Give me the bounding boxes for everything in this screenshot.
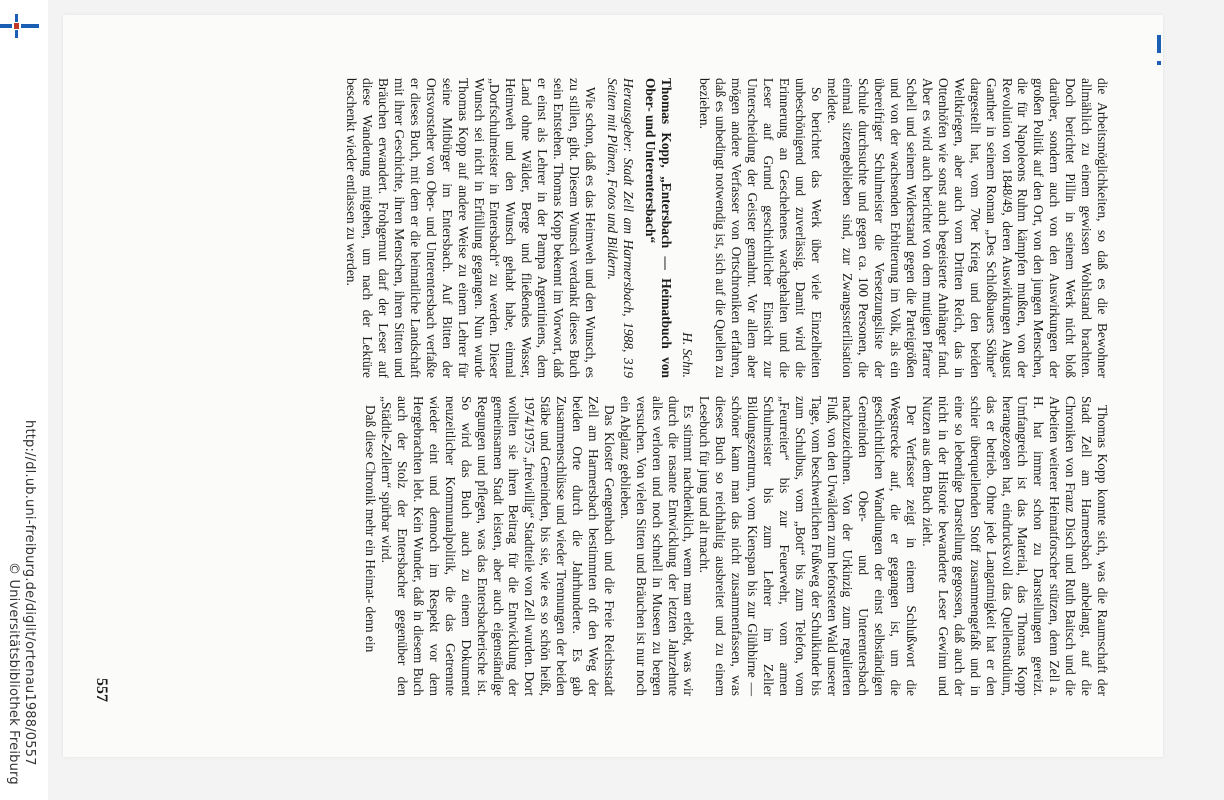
paragraph: Es stimmt nachdenklich, wenn man erlebt, was wir durch die rasante Entwicklung der letzten Jahrzehnte alles verloren und noch schnell in Museen zu bergen versuchen. Von vielen Sitten und Bräuchen ist nur noch ein Abglanz geblieben. <box>617 396 697 696</box>
library-logo-icon <box>0 12 40 52</box>
viewer-margin <box>0 0 48 800</box>
right-column <box>362 396 1110 696</box>
edge-marker-small <box>1157 61 1161 65</box>
rotated-page-text <box>70 78 1110 702</box>
paragraph: Wie schon, daß es das Heimweh und den Wunsch, es zu stillen, gibt. Diesem Wunsch verdankt dieses Buch sein Entstehen. Thomas Kopp bekennt im Vorwort, daß er einst als Lehrer in der Pampa Argentiniens, dem Land ohne Wälder, Berge und fließendes Wasser, Heimweh und den Wunsch gehabt habe, einmal „Dorfschulmeister in Entersbach“ zu werden. Dieser Wunsch sei nicht in Erfüllung gegangen. Nun wurde Thomas Kopp auf andere Weise zu einem Lehrer für seine Mitbürger im Entersbach. Auf Bitten der Ortsvorsteher von Ober- und Unterentersbach verfaßte er dieses Buch, mit dem er die heimatliche Landschaft mit ihrer Geschichte, ihren Menschen, ihren Sitten und Bräuchen erwandert. Frohgemut darf der Leser auf diese Wanderung mitgehen, um nach der Lektüre beschenkt wieder entlassen zu werden. <box>344 78 598 378</box>
copyright-notice: © Universitätsbibliothek Freiburg <box>6 562 21 785</box>
edge-marker <box>1157 35 1161 53</box>
paragraph: Das Kloster Gengenbach und die Freie Reichsstadt Zell am Harmersbach bestimmten oft den Weg der beiden Orte durch die Jahrhunderte. Es gab Zusammenschlüsse und wieder Trennungen der beiden Stäbe und Gemeinden, bis sie, wie es so schön heißt, 1974/1975 „freiwillig“ Stadtteile von Zell wurden. Dort wollten sie ihren Beitrag für die Entwicklung der gemeinsamen Stadt leisten, aber auch eigenständige Regungen und pflegen, was das Entersbacherische ist. So wird das Buch auch zu einem Dokument neuzeitlicher Kommunalpolitik, die das Getrennte wieder eint und dennoch im Respekt vor dem Hergebrachten lebt. Kein Wunder, daß in diesem Buch auch der Stolz der Entersbacher gegenüber den „Städtle-Zellern“ spürbar wird. <box>379 396 617 696</box>
left-column <box>343 78 1110 378</box>
paragraph: Der Verfasser zeigt in einem Schlußwort die Wegstrecke auf, die er gegangen ist, um die geschichtlichen Wandlungen der einst selbständigen Gemeinden Ober- und Unterentersbach nachzuzeichnen. Von der Urkinzig zum regulierten Fluß, von den Urwäldern zum beforsteten Wald unserer Tage, vom beschwerlichen Fußweg der Schulkinder bis zum Schulbus, vom „Bott“ bis zum Telefon, vom „Feurreiter“ bis zur Feuerwehr, vom armen Schulmeister bis zum Lehrer im Zeller Bildungszentrum, vom Kienspan bis zur Glühbirne — schöner kann man das nicht zusammenfassen, was dieses Buch so reichhaltig ausbreitet und zu einem Lesebuch für jung und alt macht. <box>697 396 920 696</box>
paragraph: So berichtet das Werk über viele Einzelheiten unbeschönigend und zuverlässig. Damit wird die Erinnerung an Geschehenes wachgehalten und die Leser auf Grund geschichtlicher Einsicht zur Unterscheidung der Geister gemahnt. Vor allem aber mögen andere Verfasser von Ortschroniken erfahren, daß es unbedingt notwendig ist, sich auf die Quellen zu beziehen. <box>697 78 824 378</box>
book-title: Thomas Kopp, „Entersbach — Heimatbuch von Ober- und Unterentersbach“ <box>642 78 674 378</box>
page-number: 557 <box>93 678 110 702</box>
paragraph: die Arbeitsmöglichkeiten, so daß es die Bewohner allmählich zu einem gewissen Wohlstand brachten. Doch berichtet Pillin in seinem Werk nicht bloß darüber, sondern auch von den Auswirkungen der großen Politik auf den Ort, von den jungen Menschen, die für Napoleons Ruhm kämpfen mußten, von der Revolution von 1848/49, deren Auswirkungen August Ganther in seinem Roman „Des Schloßbauers Söhne“ dargestellt hat, vom 70er Krieg und den beiden Weltkriegen, aber auch vom Dritten Reich, das in Ottenhöfen wie sonst auch begeisterte Anhänger fand. Aber es wird auch berichtet von dem mutigen Pfarrer Schell und seinem Widerstand gegen die Parteigrößen und von der wachsenden Erbitterung im Volk, als ein übereifriger Schulmeister die Versetzungsliste der Schule durchsuchte und gegen ca. 100 Personen, die einmal sitzengeblieben sind, zur Zwangssterilisation meldete. <box>824 78 1110 378</box>
signature: H. Schn. <box>680 332 696 378</box>
paragraph: Thomas Kopp konnte sich, was die Raumschaft der Stadt Zell am Harmersbach anbelangt, auf die Chroniken von Franz Disch und Ruth Baitsch und die Arbeiten weiterer Heimatforscher stützen, denn Zell a. H. hat immer schon zu Darstellungen gereizt. Umfangreich ist das Material, das Thomas Kopp herangezogen hat, eindrucksvoll das Quellenstudium, das er betrieb. Ohne jede Langatmigkeit hat er den schier überquellenden Stoff zusammengefaßt und in eine so lebendige Darstellung gegossen, daß auch der nicht in der Historie bewanderte Leser Gewinn und Nutzen aus dem Buch zieht. <box>920 396 1110 696</box>
closing-line: Daß diese Chronik mehr ein Heimat- denn ein <box>363 405 379 653</box>
source-url[interactable]: http://dl.ub.uni-freiburg.de/diglit/ortenau1988/0557 <box>22 420 37 766</box>
publisher-info: Herausgeber: Stadt Zell am Harmersbach, 1988, 319 Seiten mit Plänen, Fotos und Bildern. <box>604 78 636 378</box>
